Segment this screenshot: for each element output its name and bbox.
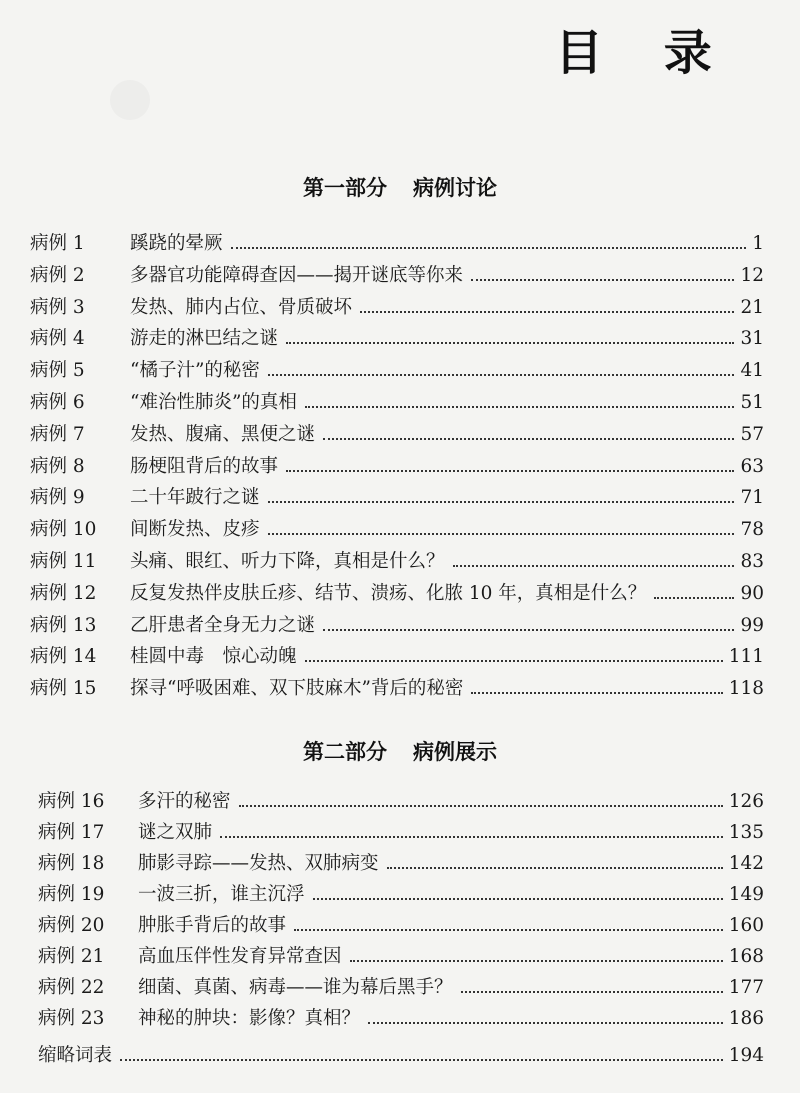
toc-entry[interactable] [30, 578, 764, 610]
toc-entry[interactable] [30, 610, 764, 642]
dot-leader [350, 960, 723, 962]
entry-page: 90 [740, 582, 764, 604]
entry-page: 142 [728, 853, 764, 874]
entry-label: 病例 21 [38, 946, 105, 967]
entry-page: 51 [740, 392, 764, 413]
dot-leader [368, 1022, 723, 1024]
dot-leader [461, 991, 723, 993]
dot-leader [323, 629, 734, 631]
toc-entry[interactable] [30, 260, 764, 292]
toc-entry[interactable] [38, 848, 764, 880]
entry-page: 71 [740, 487, 764, 509]
entry-title: 细菌、真菌、病毒——谁为幕后黑手？ [138, 977, 453, 998]
dot-leader [313, 898, 723, 900]
dot-leader [323, 438, 734, 440]
toc-entry[interactable] [38, 972, 764, 1004]
entry-page: 83 [740, 551, 764, 572]
toc-entry[interactable] [38, 879, 764, 911]
toc-entry[interactable] [30, 387, 764, 419]
entry-title: 发热、肺内占位、骨质破坏 [130, 296, 353, 318]
entry-label: 病例 15 [30, 678, 97, 700]
dot-leader [294, 929, 723, 931]
toc-entry[interactable] [30, 641, 764, 673]
entry-title: 探寻“呼吸困难、双下肢麻木”背后的秘密 [130, 678, 464, 700]
dot-leader [220, 836, 723, 838]
dot-leader [268, 533, 735, 535]
toc-entry[interactable] [38, 941, 764, 973]
entry-label: 病例 20 [38, 915, 105, 936]
entry-title: 谜之双肺 [138, 822, 213, 843]
entry-page: 160 [728, 915, 764, 936]
entry-label: 病例 5 [30, 360, 85, 382]
dot-leader [471, 279, 734, 281]
toc-entry[interactable] [30, 673, 764, 705]
part-heading-2 [0, 736, 800, 766]
entry-page: 78 [740, 519, 764, 541]
dot-leader [305, 660, 723, 662]
entry-page: 168 [728, 946, 764, 967]
page-title: 目 录 [555, 25, 734, 81]
entry-label: 病例 9 [30, 487, 85, 509]
entry-title: 游走的淋巴结之谜 [130, 328, 279, 350]
dot-leader [120, 1059, 723, 1061]
entry-label: 病例 2 [30, 264, 85, 286]
dot-leader [305, 406, 735, 408]
entry-title: 肠梗阻背后的故事 [130, 455, 279, 477]
entry-page: 12 [740, 264, 764, 286]
part-1-name: 病例讨论 [413, 176, 497, 200]
entry-page: 99 [740, 614, 764, 636]
toc-entry-appendix[interactable] [38, 1040, 764, 1072]
entry-title: 缩略词表 [38, 1045, 113, 1066]
entry-label: 病例 23 [38, 1008, 105, 1029]
entry-title: 多汗的秘密 [138, 791, 231, 812]
entry-title: 肿胀手背后的故事 [138, 915, 287, 936]
entry-label: 病例 3 [30, 296, 85, 318]
toc-entry[interactable] [38, 910, 764, 942]
entry-label: 病例 4 [30, 328, 85, 350]
toc-entry[interactable] [30, 292, 764, 324]
part-2-name: 病例展示 [413, 740, 497, 764]
toc-entry[interactable] [30, 451, 764, 483]
toc-entry[interactable] [30, 514, 764, 546]
entry-label: 病例 7 [30, 423, 85, 445]
dot-leader [286, 470, 734, 472]
entry-label: 病例 12 [30, 582, 97, 604]
entry-page: 177 [728, 977, 764, 998]
entry-title: 蹊跷的晕厥 [130, 233, 223, 254]
toc-entry[interactable] [30, 419, 764, 451]
entry-title: 桂圆中毒 惊心动魄 [130, 646, 297, 668]
dot-leader [286, 342, 734, 344]
entry-title: 发热、腹痛、黑便之谜 [130, 423, 316, 445]
entry-title: 神秘的肿块：影像？真相？ [138, 1008, 361, 1029]
toc-entry[interactable] [30, 546, 764, 578]
entry-label: 病例 19 [38, 884, 105, 905]
dot-leader [360, 311, 734, 313]
entry-label: 病例 8 [30, 455, 85, 477]
entry-page: 186 [728, 1008, 764, 1029]
toc-entry[interactable] [30, 355, 764, 387]
dot-leader [471, 692, 722, 694]
entry-title: 肺影寻踪——发热、双肺病变 [138, 853, 379, 874]
entry-label: 病例 16 [38, 791, 105, 812]
part-heading-1 [0, 172, 800, 202]
entry-title: 头痛、眼红、听力下降，真相是什么？ [130, 551, 445, 572]
toc-entry[interactable] [38, 817, 764, 849]
entry-title: “难治性肺炎”的真相 [130, 392, 297, 413]
entry-label: 病例 14 [30, 646, 97, 668]
entry-title: “橘子汁”的秘密 [130, 360, 260, 382]
entry-label: 病例 11 [30, 551, 97, 572]
toc-entry[interactable] [30, 482, 764, 514]
entry-label: 病例 6 [30, 392, 85, 413]
entry-title: 高血压伴性发育异常查因 [138, 946, 342, 967]
entry-page: 63 [740, 455, 764, 477]
dot-leader [268, 374, 735, 376]
entry-title: 一波三折，谁主沉浮 [138, 884, 305, 905]
dot-leader [387, 867, 723, 869]
entry-page: 57 [740, 423, 764, 445]
entry-label: 病例 13 [30, 614, 97, 636]
entry-page: 149 [728, 884, 764, 905]
dot-leader [231, 247, 747, 249]
entry-page: 31 [740, 328, 764, 350]
entry-page: 1 [752, 233, 764, 254]
dot-leader [453, 565, 735, 567]
toc-entry[interactable] [38, 786, 764, 818]
entry-label: 病例 10 [30, 519, 97, 541]
entry-label: 病例 22 [38, 977, 105, 998]
entry-label: 病例 18 [38, 853, 105, 874]
entry-page: 194 [728, 1045, 764, 1066]
part-2-number: 第二部分 [303, 740, 387, 764]
entry-page: 135 [728, 822, 764, 843]
page-blemish [110, 80, 150, 120]
entry-title: 乙肝患者全身无力之谜 [130, 614, 316, 636]
dot-leader [268, 501, 735, 503]
entry-page: 126 [728, 791, 764, 812]
entry-page: 21 [740, 296, 764, 318]
entry-page: 41 [740, 360, 764, 382]
entry-title: 二十年跛行之谜 [130, 487, 260, 509]
dot-leader [654, 597, 734, 599]
entry-title: 多器官功能障碍查因——揭开谜底等你来 [130, 264, 464, 286]
entry-title: 间断发热、皮疹 [130, 519, 260, 541]
toc-entry[interactable] [30, 323, 764, 355]
entry-page: 111 [728, 646, 764, 668]
entry-label: 病例 17 [38, 822, 105, 843]
dot-leader [239, 805, 723, 807]
toc-entry[interactable] [30, 228, 764, 260]
entry-title: 反复发热伴皮肤丘疹、结节、溃疡、化脓 10 年，真相是什么？ [130, 582, 647, 604]
part-1-number: 第一部分 [303, 176, 387, 200]
entry-page: 118 [728, 678, 764, 700]
entry-label: 病例 1 [30, 233, 85, 254]
toc-entry[interactable] [38, 1003, 764, 1035]
